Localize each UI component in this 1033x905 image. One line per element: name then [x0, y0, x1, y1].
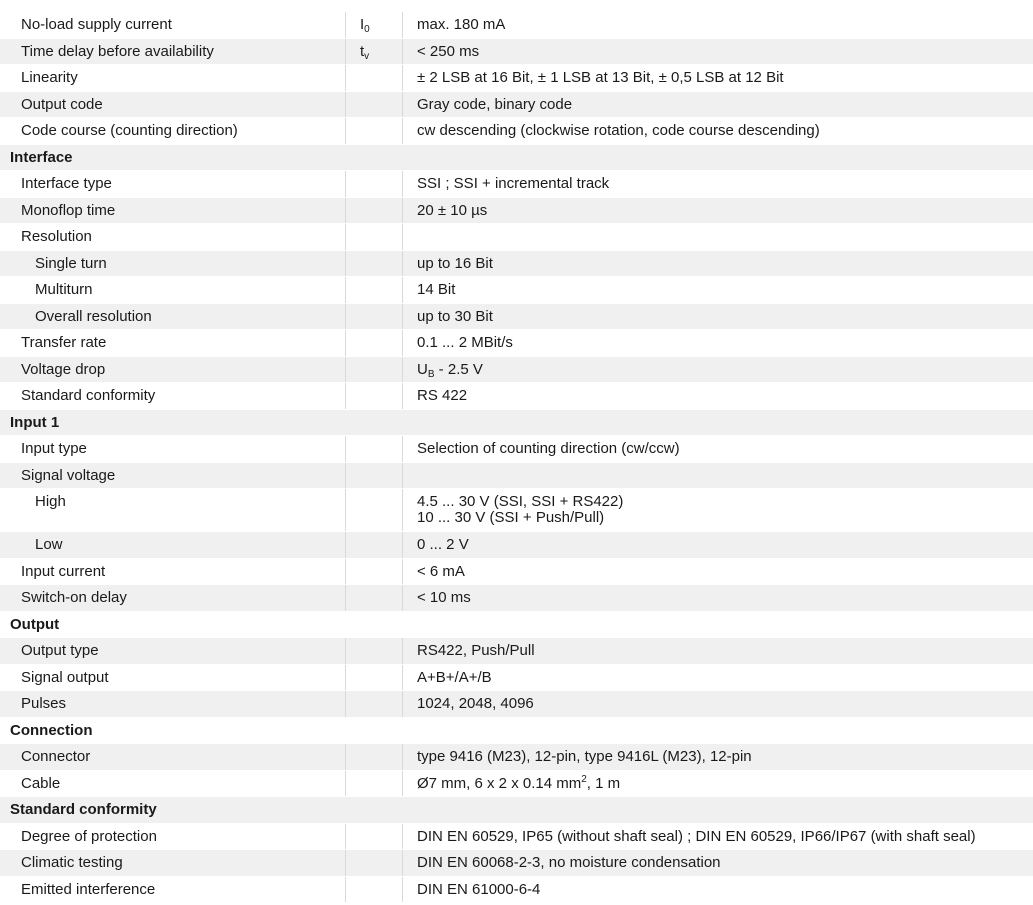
spec-symbol	[346, 277, 403, 303]
spec-label: Input type	[0, 436, 346, 462]
spec-row	[0, 532, 1033, 559]
spec-value	[403, 463, 1033, 489]
section-header	[0, 718, 1033, 745]
spec-value: type 9416 (M23), 12-pin, type 9416L (M23), 12-pin	[417, 748, 752, 765]
spec-symbol	[346, 65, 403, 91]
spec-value	[403, 489, 1033, 531]
spec-row	[0, 744, 1033, 771]
spec-symbol	[346, 850, 403, 876]
spec-label: Low	[0, 532, 346, 558]
spec-symbol	[346, 638, 403, 664]
spec-row	[0, 65, 1033, 92]
spec-label: Output type	[0, 638, 346, 664]
spec-symbol	[346, 824, 403, 850]
spec-symbol	[346, 532, 403, 558]
spec-value: cw descending (clockwise rotation, code course descending)	[417, 122, 820, 139]
spec-label: Resolution	[0, 224, 346, 250]
spec-label: Multiturn	[0, 277, 346, 303]
spec-label: Input current	[0, 559, 346, 585]
spec-value: 0.1 ... 2 MBit/s	[417, 334, 513, 351]
spec-label: Signal voltage	[0, 463, 346, 489]
spec-row	[0, 118, 1033, 145]
spec-value: 1024, 2048, 4096	[417, 695, 534, 712]
spec-value-line: 10 ... 30 V (SSI + Push/Pull)	[417, 509, 605, 526]
spec-label: Connector	[0, 744, 346, 770]
section-title: Standard conformity	[10, 801, 157, 818]
section-header	[0, 612, 1033, 639]
spec-label: Emitted interference	[0, 877, 346, 903]
spec-symbol	[346, 383, 403, 409]
spec-row	[0, 251, 1033, 278]
spec-symbol	[346, 39, 403, 65]
spec-row	[0, 771, 1033, 798]
spec-label: Time delay before availability	[0, 39, 346, 65]
section-title: Interface	[10, 148, 73, 166]
spec-row	[0, 559, 1033, 586]
spec-symbol	[346, 92, 403, 118]
spec-value: 0 ... 2 V	[417, 536, 469, 553]
spec-label: Single turn	[0, 251, 346, 277]
spec-symbol	[346, 118, 403, 144]
spec-label: Linearity	[0, 65, 346, 91]
spec-label: Climatic testing	[0, 850, 346, 876]
spec-symbol	[346, 330, 403, 356]
spec-value: SSI ; SSI + incremental track	[417, 175, 610, 192]
spec-label: Voltage drop	[0, 357, 346, 383]
spec-value: < 6 mA	[417, 562, 465, 580]
spec-row	[0, 638, 1033, 665]
spec-label: Interface type	[0, 171, 346, 197]
spec-label: Degree of protection	[0, 824, 346, 850]
spec-label: Pulses	[0, 691, 346, 717]
section-title: Connection	[10, 721, 93, 739]
spec-value: DIN EN 61000-6-4	[417, 880, 541, 898]
spec-symbol	[346, 744, 403, 770]
spec-symbol	[346, 559, 403, 585]
spec-value: RS422, Push/Pull	[417, 642, 535, 659]
spec-row	[0, 436, 1033, 463]
spec-value: up to 30 Bit	[417, 307, 493, 325]
spec-symbol	[346, 665, 403, 691]
spec-row	[0, 12, 1033, 39]
spec-value: 20 ± 10 µs	[417, 201, 488, 219]
symbol-base: t	[360, 42, 365, 60]
spec-symbol	[346, 585, 403, 611]
spec-label: Standard conformity	[0, 383, 346, 409]
spec-row	[0, 585, 1033, 612]
spec-value: A+B+/A+/B	[417, 668, 492, 686]
spec-value	[403, 224, 1033, 250]
spec-row	[0, 877, 1033, 904]
symbol-subscript: v	[364, 50, 370, 62]
value-rest: - 2.5 V	[434, 360, 483, 378]
spec-symbol	[346, 436, 403, 462]
spec-row	[0, 850, 1033, 877]
section-header	[0, 797, 1033, 824]
spec-symbol	[346, 171, 403, 197]
spec-label: Switch-on delay	[0, 585, 346, 611]
spec-label: Overall resolution	[0, 304, 346, 330]
value-rest: , 1 m	[586, 774, 621, 792]
spec-value: 14 Bit	[417, 281, 456, 298]
spec-label: Output code	[0, 92, 346, 118]
spec-symbol	[346, 489, 403, 531]
spec-symbol	[346, 877, 403, 903]
spec-value: < 10 ms	[417, 589, 471, 606]
spec-symbol	[346, 12, 403, 38]
spec-value	[403, 357, 1033, 383]
spec-symbol	[346, 251, 403, 277]
value-subscript: B	[427, 368, 435, 380]
spec-row	[0, 171, 1033, 198]
spec-symbol	[346, 198, 403, 224]
symbol-subscript: 0	[364, 24, 370, 35]
spec-symbol	[346, 691, 403, 717]
spec-value: Selection of counting direction (cw/ccw)	[417, 440, 680, 457]
spec-symbol	[346, 463, 403, 489]
spec-row	[0, 92, 1033, 119]
spec-row	[0, 198, 1033, 225]
spec-value: ± 2 LSB at 16 Bit, ± 1 LSB at 13 Bit, ± 0,5 LSB at 12 Bit	[417, 69, 784, 86]
value-superscript: 2	[581, 773, 587, 785]
symbol-base: I	[360, 16, 365, 33]
spec-label: Transfer rate	[0, 330, 346, 356]
section-title: Input 1	[10, 413, 60, 431]
spec-symbol	[346, 304, 403, 330]
spec-label: High	[0, 489, 346, 531]
spec-row	[0, 39, 1033, 66]
value-main: U	[417, 360, 428, 378]
spec-label: Code course (counting direction)	[0, 118, 346, 144]
spec-row	[0, 357, 1033, 384]
spec-label: Cable	[0, 771, 346, 797]
section-header	[0, 145, 1033, 172]
section-header	[0, 410, 1033, 437]
spec-value: RS 422	[417, 387, 468, 404]
spec-label: Signal output	[0, 665, 346, 691]
spec-row	[0, 691, 1033, 718]
spec-row	[0, 665, 1033, 692]
spec-row	[0, 330, 1033, 357]
spec-symbol	[346, 224, 403, 250]
spec-symbol	[346, 771, 403, 797]
spec-row	[0, 824, 1033, 851]
spec-row	[0, 383, 1033, 410]
section-title: Output	[10, 615, 60, 633]
spec-value: DIN EN 60529, IP65 (without shaft seal) ; DIN EN 60529, IP66/IP67 (with shaft seal)	[417, 827, 976, 845]
value-main: Ø7 mm, 6 x 2 x 0.14 mm	[417, 774, 582, 792]
spec-value	[403, 771, 1033, 797]
spec-label: No-load supply current	[0, 12, 346, 38]
spec-value: max. 180 mA	[417, 16, 506, 33]
spec-value: < 250 ms	[417, 42, 480, 60]
spec-symbol	[346, 357, 403, 383]
spec-row	[0, 304, 1033, 331]
spec-label: Monoflop time	[0, 198, 346, 224]
spec-value: up to 16 Bit	[417, 254, 493, 272]
spec-row	[0, 224, 1033, 251]
spec-value-line: 4.5 ... 30 V (SSI, SSI + RS422)	[417, 493, 624, 510]
spec-row	[0, 489, 1033, 532]
spec-value: DIN EN 60068-2-3, no moisture condensation	[417, 854, 721, 871]
spec-row	[0, 463, 1033, 490]
spec-value: Gray code, binary code	[417, 95, 573, 113]
spec-row	[0, 277, 1033, 304]
